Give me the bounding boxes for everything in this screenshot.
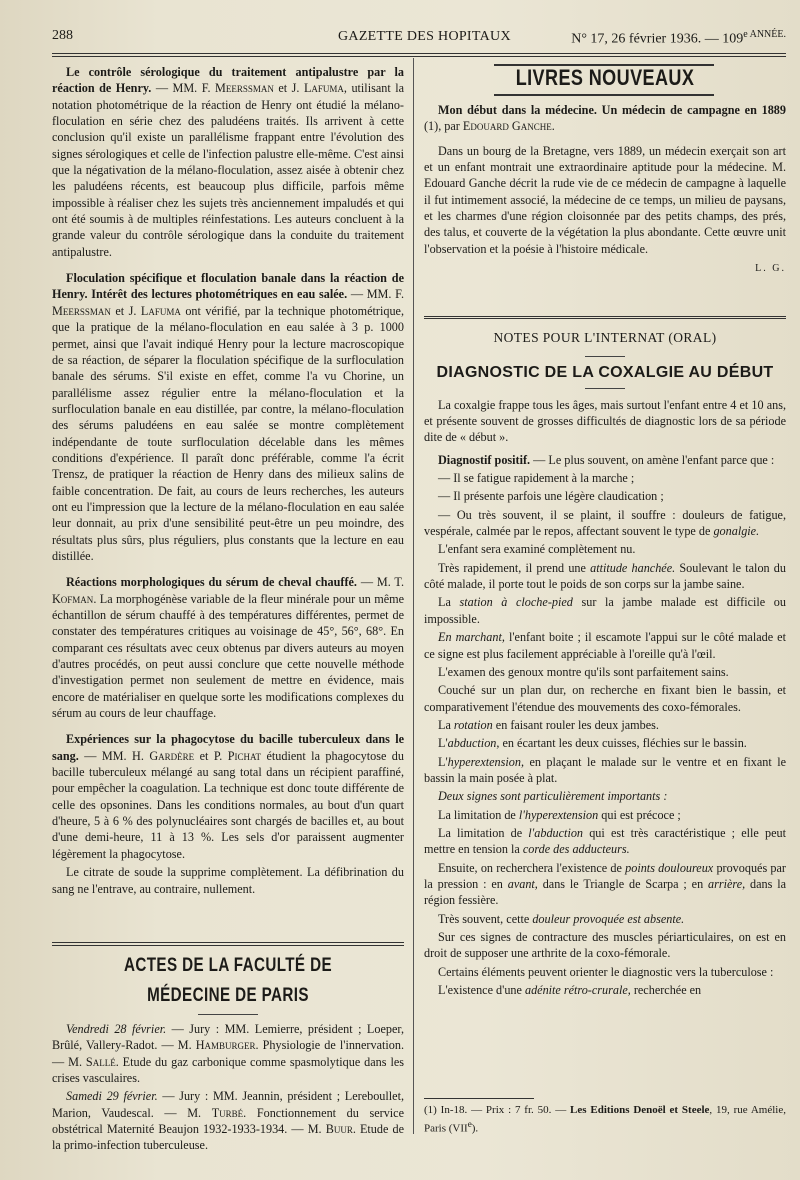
sign-abduction: L'abduction, en écartant les deux cuisses, fléchies sur le bassin. [438, 736, 747, 751]
issue-info: N° 17, 26 février 1936. — $109^{e ANNÉE.}$ [571, 29, 786, 47]
sign-couche: Couché sur un plan dur, on recherche en fixant bien le bassin, et comparativement l'étendue des mouvements des coxo-fémorales. [424, 683, 786, 714]
actes-section [52, 942, 404, 1154]
contracture: Sur ces signes de contracture des muscles périarticulaires, on est en droit de supposer une arthrite de la coxo-fémorale. [424, 930, 786, 961]
sign-station: La station à cloche-pied sur la jambe malade est difficile ou impossible. [424, 595, 786, 626]
footnote: (1) In-18. — Prix : 7 fr. 50. — Les Editions Denoël et Steele, 19, rue Amélie, Paris (VIIe). [424, 1104, 786, 1135]
actes-rule [198, 1014, 258, 1015]
left-column [52, 64, 404, 897]
sign-hyperextension: L'hyperextension, en plaçant le malade sur le ventre et en fixant le bassin la main posée à plat. [424, 754, 786, 785]
limit-abduction: La limitation de l'abduction qui est très caractéristique ; elle peut mettre en tension la corde des adducteurs. [424, 825, 786, 857]
header-rule-2 [52, 56, 786, 57]
notes-rule [585, 356, 625, 357]
article-serology: Le contrôle sérologique du traitement antipalustre par la réaction de Henry. — MM. F. Meerssman et J. Lafuma, utilisant la notation photométrique de la réaction de Henry ont étudié la mélano-floculation en série chez des paludéens traités. Ils arrivent à cette conclusion qu'il existe un parallélisme frappant entre l'évolution des signes sérologiques et celle de l'infection palustre elle-même. C'est ainsi que la négativation de la mélano-floculation, assez aisée à obtenir chez les paludéens récents, est beaucoup plus difficile, parfois même impossible à réaliser chez les sujets très anciennement impaludés et qui ont été soumis à de multiples réinfestations. Les auteurs concluent à la grande valeur du contrôle sérologique dans la conduite du traitement antipalustre. [52, 65, 404, 259]
adenite: L'existence d'une adénite rétro-crurale, recherchée en [438, 983, 702, 998]
article-phagocytose: Expériences sur la phagocytose du bacille tuberculeux dans le sang. — MM. H. Gardère et P. Pichat étudient la phagocytose du bacille tuberculeux mélangé au sang total dans un récipient paraffiné, pour empêcher la coagulation. La technique est donc toute différente de celle des opsonines. Dans les conditions normales, au bout d'un quart d'heure, 5 à 6 % des polynucléaires sont chargés de bacilles et, au bout d'une demi-heure, 11 à 13 %. Les sels d'or paraissent augmenter légèrement la phagocytose. [52, 732, 404, 861]
review-signature: L. G. [755, 263, 786, 275]
article-floculation: Floculation spécifique et floculation banale dans la réaction de Henry. Intérêt des lectures photométriques en eau salée. — MM. F. Meerssman et J. Lafuma ont vérifié, par la technique photométrique, que la pratique de la mélano-floculation en eau salée à 3 p. 1000 permet, ainsi que l'avait indiqué Henry pour la lecture macroscopique de sa réaction, de séparer la floculation spécifique de la surfloculation banale des sérums. S'il existe en effet, comme l'a vu Chorine, un parallélisme assez régulier entre la mélano-floculation et la surfloculation banale en eau distillée, par contre, la mélano-floculation des sérums paludéens en eau salée se montre complètement indépendante de toute surfloculation décelable dans les mêmes conditions d'expérience. Il paraît donc préférable, comme l'a écrit Trensz, de pratiquer la réaction de Henry dans des milieux salins de faible concentration. De fait, au cours de leurs recherches, les auteurs ont eu l'impression que la lecture de la mélano-floculation en eau salée leur donnait, au prix d'une sensibilité peut-être un peu moindre, des résultats plus sûrs, plus réguliers, plus constants que la lecture en eau distillée. [52, 271, 404, 563]
two-signs: Deux signes sont particulièrement importants : [438, 789, 668, 804]
page-number: 288 [52, 28, 73, 43]
sign-attitude: Très rapidement, il prend une attitude hanchée. Soulevant le talon du côté malade, il porte tout le poids de son corps sur la jambe saine. [424, 560, 786, 592]
symptom-2: — Il présente parfois une légère claudication ; [438, 489, 664, 504]
book-entry: Mon début dans la médecine. Un médecin de campagne en 1889 (1), par Edouard Ganche. [424, 103, 786, 134]
footnote-rule [424, 1098, 534, 1099]
livres-title: LIVRES NOUVEAUX [515, 65, 695, 90]
diag-positif: Diagnostif positif. — Le plus souvent, on amène l'enfant parce que : [438, 452, 775, 467]
coxalgie-intro: La coxalgie frappe tous les âges, mais surtout l'enfant entre 4 et 10 ans, et présente souvent de grosses difficultés de diagnostic lors de sa période dite de « début ». [424, 397, 786, 445]
article-phagocytose-end: Le citrate de soude la supprime complètement. La défibrination du sang ne l'entrave, au contraire, nullement. [52, 865, 404, 896]
header-rule [52, 53, 786, 54]
points-douloureux: Ensuite, on recherchera l'existence de points douloureux provoqués par la pression : en avant, dans le Triangle de Scarpa ; en arrière, dans la région fessière. [424, 860, 787, 908]
actes-rule-top [52, 942, 404, 946]
actes-body [52, 1021, 404, 1154]
diag-rule [585, 388, 625, 389]
notes-title: NOTES POUR L'INTERNAT (ORAL) [493, 330, 717, 345]
column-divider [413, 58, 414, 1134]
sign-rotation: La rotation en faisant rouler les deux jambes. [438, 717, 659, 732]
article-serum-cheval: Réactions morphologiques du sérum de cheval chauffé. — M. T. Kofman. La morphogénèse variable de la fleur minérale pour un même échantillon de sérum chauffé à des températures différentes, permet de constater des températures critiques au voisinage de 45°, 56°, 68°. En comparant ces résultats avec ceux obtenus par divers auteurs au moyen d'autres procédés, on peut aussi conclure que cette nouvelle méthode d'investigation permet non seulement de mettre en évidence, mais encore de matérialiser en quelque sorte les modifications complexes du sérum au cours de leur chauffage. [52, 575, 404, 721]
exam-line: L'enfant sera examiné complètement nu. [438, 542, 636, 557]
livres-body [424, 102, 786, 277]
sign-genoux: L'examen des genoux montre qu'ils sont parfaitement sains. [438, 664, 729, 679]
actes-title: ACTES DE LA FACULTÉ DE MÉDECINE DE PARIS [123, 954, 332, 1006]
page-header [52, 24, 786, 50]
notes-section [424, 330, 786, 998]
douleur-absente: Très souvent, cette douleur provoquée est absente. [438, 911, 685, 926]
livres-section [424, 62, 786, 277]
symptom-3: — Ou très souvent, il se plaint, il souffre : douleurs de fatigue, vespérale, calmée par le repos, affectant souvent le type de gonalgie. [424, 507, 786, 539]
journal-name: GAZETTE DES HOPITAUX [338, 29, 511, 44]
sign-marche: En marchant, l'enfant boite ; il escamote l'appui sur le côté malade et ce signe est plus facilement appréciable à l'oreille qu'à l'œil. [424, 630, 786, 661]
limit-hyperextension: La limitation de l'hyperextension qui est précoce ; [438, 807, 681, 822]
symptom-1: — Il se fatigue rapidement à la marche ; [438, 471, 635, 486]
actes-saturday: Samedi 29 février. — Jury : MM. Jeannin, président ; Lereboullet, Marion, Vaudescal. — M. Turbé. Fonctionnement du service obstétrical Maternité Beaujon 1932-1933-1934. — M. Buur. Etude de la primo-infection tuberculeuse. [52, 1089, 405, 1153]
livres-rule [424, 316, 786, 319]
tuberculose: Certains éléments peuvent orienter le diagnostic vers la tuberculose : [438, 964, 774, 979]
diagnostic-title: DIAGNOSTIC DE LA COXALGIE AU DÉBUT [436, 364, 774, 382]
actes-friday: Vendredi 28 février. — Jury : MM. Lemierre, président ; Loeper, Brûlé, Vallery-Radot. — M. Hamburger. Physiologie de l'innervation. — M. Sallé. Etude du gaz carbonique comme spasmolytique dans les crises vasculaires. [52, 1022, 404, 1086]
book-review: Dans un bourg de la Bretagne, vers 1889, un médecin exerçait son art et un enfant montrait une extraordinaire aptitude pour la médecine. M. Edouard Ganche décrit la rude vie de ce médecin de campagne à laquelle il fut intimement associé, la médecine de ce temps, un milieu de paysans, et les charmes d'une région cloisonnée par des petits champs, des prés, des talus, et couverte de la végétation la plus abondante. Cette œuvre unit l'observation et la poésie à l'histoire médicale. [424, 143, 786, 256]
